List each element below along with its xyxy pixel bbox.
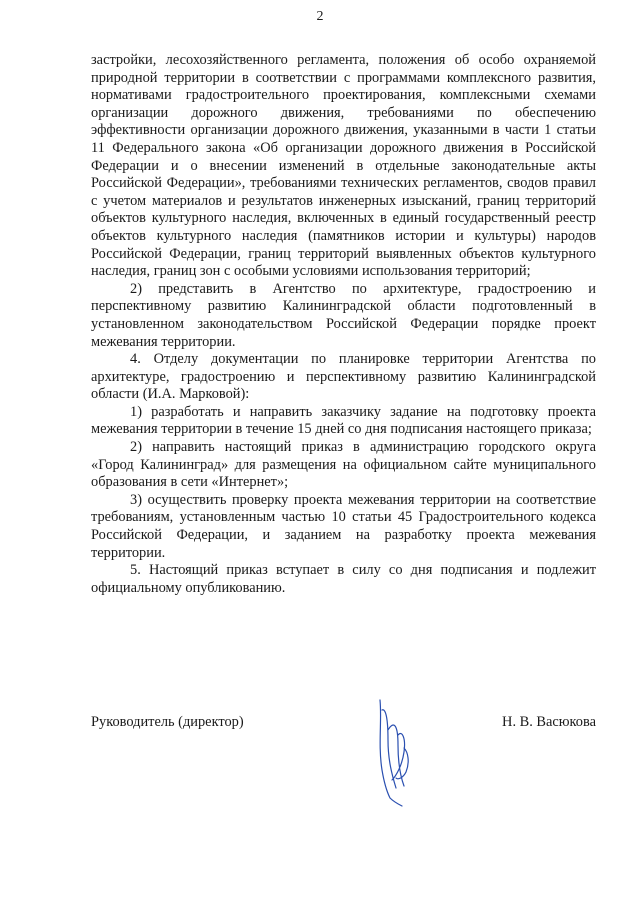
- paragraph-p7: 5. Настоящий приказ вступает в силу со дня подписания и подлежит официальному опубликованию.: [91, 562, 596, 596]
- paragraph-p5: 2) направить настоящий приказ в администрацию городского округа «Город Калининград» для размещения на официальном сайте муниципального образования в сети «Интернет»;: [91, 439, 596, 491]
- signatory-name: Н. В. Васюкова: [502, 714, 596, 730]
- paragraph-p1: застройки, лесохозяйственного регламента, положения об особо охраняемой природной территории в соответствии с программами комплексного развития, нормативами градостроительного проектирования, комплексными схемами организации дорожного движения, требованиями по обеспечению эффективности организации дорожного движения, указанными в части 1 статьи 11 Федерального закона «Об организации дорожного движения в Российской Федерации и о внесении изменений в отдельные законодательные акты Российской Федерации», требованиями технических регламентов, сводов правил с учетом материалов и результатов инженерных изысканий, границ территорий объектов культурного наследия, включенных в единый государственный реестр объектов культурного наследия (памятников истории и культуры) народов Российской Федерации, границ территорий выявленных объектов культурного наследия, границ зон с особыми условиями использования территорий;: [91, 52, 596, 280]
- handwritten-signature: [368, 690, 428, 810]
- document-body: [91, 52, 596, 597]
- paragraph-p3: 4. Отделу документации по планировке территории Агентства по архитектуре, градостроению и перспективному развитию Калининградской области (И.А. Марковой):: [91, 351, 596, 403]
- paragraph-p4: 1) разработать и направить заказчику задание на подготовку проекта межевания территории в течение 15 дней со дня подписания настоящего приказа;: [91, 403, 596, 438]
- page-number: 2: [316, 9, 324, 24]
- signatory-title: Руководитель (директор): [91, 714, 244, 730]
- paragraph-p6: 3) осуществить проверку проекта межевания территории на соответствие требованиям, установленным частью 10 статьи 45 Градостроительного кодекса Российской Федерации, и заданием на разработку проекта межевания территории.: [91, 491, 596, 561]
- paragraph-p2: 2) представить в Агентство по архитектуре, градостроению и перспективному развитию Калининградской области подготовленный в установленном законодательством Российской Федерации порядке проект межевания территории.: [91, 280, 596, 350]
